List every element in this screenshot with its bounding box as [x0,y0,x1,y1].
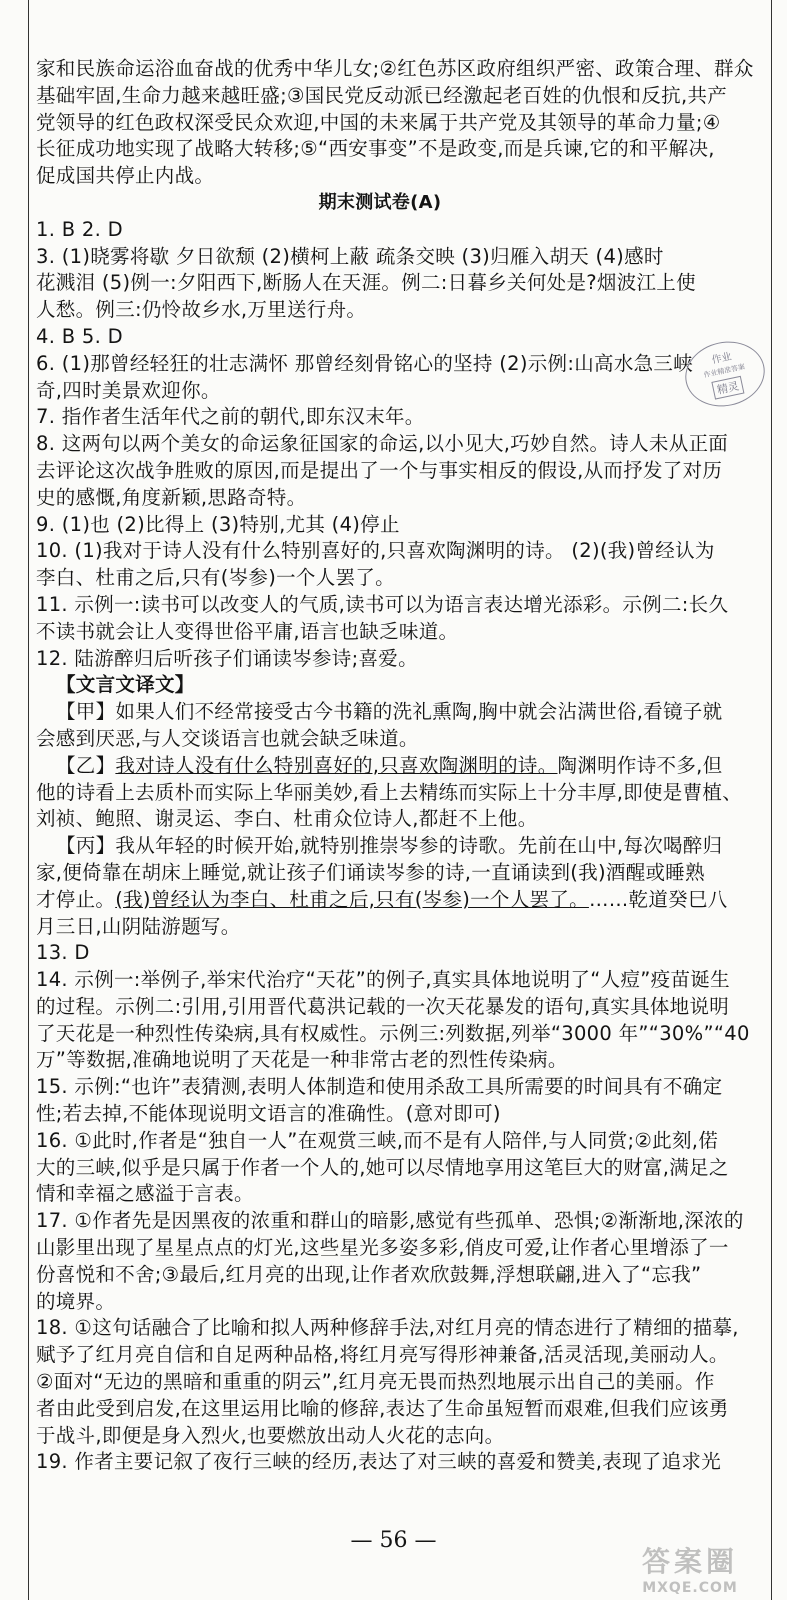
answer-line: 13. D [36,941,90,965]
answer-line: 10. (1)我对于诗人没有什么特别喜好的,只喜欢陶渊明的诗。 (2)(我)曾经认为 [36,539,715,563]
answer-line: 李白、杜甫之后,只有(岑参)一个人罢了。 [36,566,395,590]
answer-line: 12. 陆游醉归后听孩子们诵读岑参诗;喜爱。 [36,646,418,670]
text-line: 促成国共停止内战。 [36,164,215,188]
translation-jia [36,699,764,753]
underlined-sentence: (我)曾经认为李白、杜甫之后,只有(岑参)一个人罢了。 [115,887,589,911]
answer-line: 9. (1)也 (2)比得上 (3)特别,尤其 (4)停止 [36,512,400,536]
translation-bing-line-3: 才停止。(我)曾经认为李白、杜甫之后,只有(岑参)一个人罢了。……乾道癸巳八 [36,887,728,911]
answer-line: 11. 示例一:读书可以改变人的气质,读书可以为语言表达增光添彩。示例二:长久 [36,592,729,616]
answer-line: 7. 指作者生活年代之前的朝代,即东汉末年。 [36,405,425,429]
answer-line: 3. (1)晓雾将歇 夕日欲颓 (2)横柯上蔽 疏条交映 (3)归雁入胡天 (4)感时 [36,244,664,268]
answer-line: 14. 示例一:举例子,举宋代治疗“天花”的例子,真实具体地说明了“人痘”疫苗诞生 [36,968,730,992]
answer-line: 的境界。 [36,1289,116,1313]
answer-line: 1. B 2. D [36,217,123,241]
answer-line: 史的感慨,角度新颖,思路奇特。 [36,485,307,509]
answer-line: 6. (1)那曾经轻狂的壮志满怀 那曾经刻骨铭心的坚持 (2)示例:山高水急三峡 [36,351,694,375]
section-title: 期末测试卷(A) [318,191,442,213]
text-line: 家和民族命运浴血奋战的优秀中华儿女;②红色苏区政府组织严密、政策合理、群众 [36,57,754,80]
translation-yi [36,780,764,834]
text-line: 基础牢固,生命力越来越旺盛;③国民党反动派已经激起老百姓的仇恨和反抗,共产 [36,83,728,107]
answers-part-2 [36,940,764,1476]
translation-line: 他的诗看上去质朴而实际上华丽美妙,看上去精练而实际上十分丰厚,即使是曹植、 [36,780,742,804]
translation-bing-line-1: 【丙】我从年轻的时候开始,就特别推崇岑参的诗歌。先前在山中,每次喝醉归 [56,834,723,858]
answer-line: ②面对“无边的黑暗和重重的阴云”,红月亮无畏而热烈地展示出自己的美丽。作 [36,1370,715,1394]
text-line: 长征成功地实现了战略大转移;⑤“西安事变”不是政变,而是兵谏,它的和平解决, [36,137,715,161]
intro-paragraph [36,56,764,190]
answer-line: 16. ①此时,作者是“独自一人”在观赏三峡,而不是有人陪伴,与人同赏;②此刻,偌 [36,1128,719,1152]
answer-line: 万”等数据,准确地说明了天花是一种非常古老的烈性传染病。 [36,1048,568,1072]
answer-line: 性;若去掉,不能体现说明文语言的准确性。(意对即可) [36,1102,501,1126]
translation-bing-line-2: 家,便倚靠在胡床上睡觉,就让孩子们诵读岑参的诗,一直诵读到(我)酒醒或睡熟 [36,860,705,884]
answer-line: 的过程。示例二:引用,引用晋代葛洪记载的一次天花暴发的语句,真实具体地说明 [36,994,730,1018]
answer-line: 情和幸福之感溢于言表。 [36,1182,254,1206]
translation-yi-line-1: 【乙】我对诗人没有什么特别喜好的,只喜欢陶渊明的诗。陶渊明作诗不多,但 [56,753,723,777]
answer-line: 8. 这两句以两个美女的命运象征国家的命运,以小见大,巧妙自然。诗人未从正面 [36,432,729,456]
answer-line: 了天花是一种烈性传染病,具有权威性。示例三:列数据,列举“3000 年”“30%”“40 [36,1021,750,1045]
answer-line: 奇,四时美景欢迎你。 [36,378,221,402]
answer-content [36,56,764,1476]
answer-line: 山影里出现了星星点点的灯光,这些星光多姿多彩,俏皮可爱,让作者心里增添了一 [36,1236,729,1260]
translation-line: 刘祯、鲍照、谢灵运、李白、杜甫众位诗人,都赶不上他。 [36,807,538,831]
stamp-seal: 作业 作业精准答案 精灵 [679,334,771,413]
answer-line: 不读书就会让人变得世俗平庸,语言也缺乏味道。 [36,619,459,643]
answer-line: 15. 示例:“也许”表猜测,表明人体制造和使用杀敌工具所需要的时间具有不确定 [36,1075,723,1099]
answer-line: 17. ①作者先是因黑夜的浓重和群山的暗影,感觉有些孤单、恐惧;②渐渐地,深浓的 [36,1209,744,1233]
translation-line: 【甲】如果人们不经常接受古今书籍的洗礼熏陶,胸中就会沾满世俗,看镜子就 [56,700,723,724]
answer-line: 者由此受到启发,在这里运用比喻的修辞,表达了生命虽短暂而艰难,但我们应该勇 [36,1396,729,1420]
answer-line: 赋予了红月亮自信和自足两种品格,将红月亮写得形神兼备,活灵活现,美丽动人。 [36,1343,729,1367]
translation-header: 【文言文译文】 [56,673,195,697]
answer-line: 大的三峡,似乎是只属于作者一个人的,她可以尽情地享用这笔巨大的财富,满足之 [36,1155,729,1179]
answer-line: 于战斗,即便是身入烈火,也要燃放出动人火花的志向。 [36,1423,505,1447]
underlined-sentence: 我对诗人没有什么特别喜好的,只喜欢陶渊明的诗。 [115,753,558,777]
text-line: 党领导的红色政权深受民众欢迎,中国的未来属于共产党及其领导的革命力量;④ [36,110,721,134]
answer-line: 18. ①这句话融合了比喻和拟人两种修辞手法,对红月亮的情态进行了精细的描摹, [36,1316,739,1340]
translation-line: 会感到厌恶,与人交谈语言也就会缺乏味道。 [36,726,419,750]
answers-part-1 [36,217,764,673]
answer-line: 4. B 5. D [36,324,123,348]
answer-line: 19. 作者主要记叙了夜行三峡的经历,表达了对三峡的喜爱和赞美,表现了追求光 [36,1450,722,1474]
answer-line: 去评论这次战争胜败的原因,而是提出了一个与事实相反的假设,从而抒发了对历 [36,458,723,482]
page-number: — 56 — [350,1528,437,1553]
answer-line: 份喜悦和不舍;③最后,红月亮的出现,让作者欢欣鼓舞,浮想联翩,进入了“忘我” [36,1262,702,1286]
answer-line: 人愁。例三:仍怜故乡水,万里送行舟。 [36,298,367,322]
watermark-logo: 答案圈 MXQE.COM [641,1545,738,1596]
answer-line: 花溅泪 (5)例一:夕阳西下,断肠人在天涯。例二:日暮乡关何处是?烟波江上使 [36,271,696,295]
translation-bing-line-4: 月三日,山阴陆游题写。 [36,914,241,938]
